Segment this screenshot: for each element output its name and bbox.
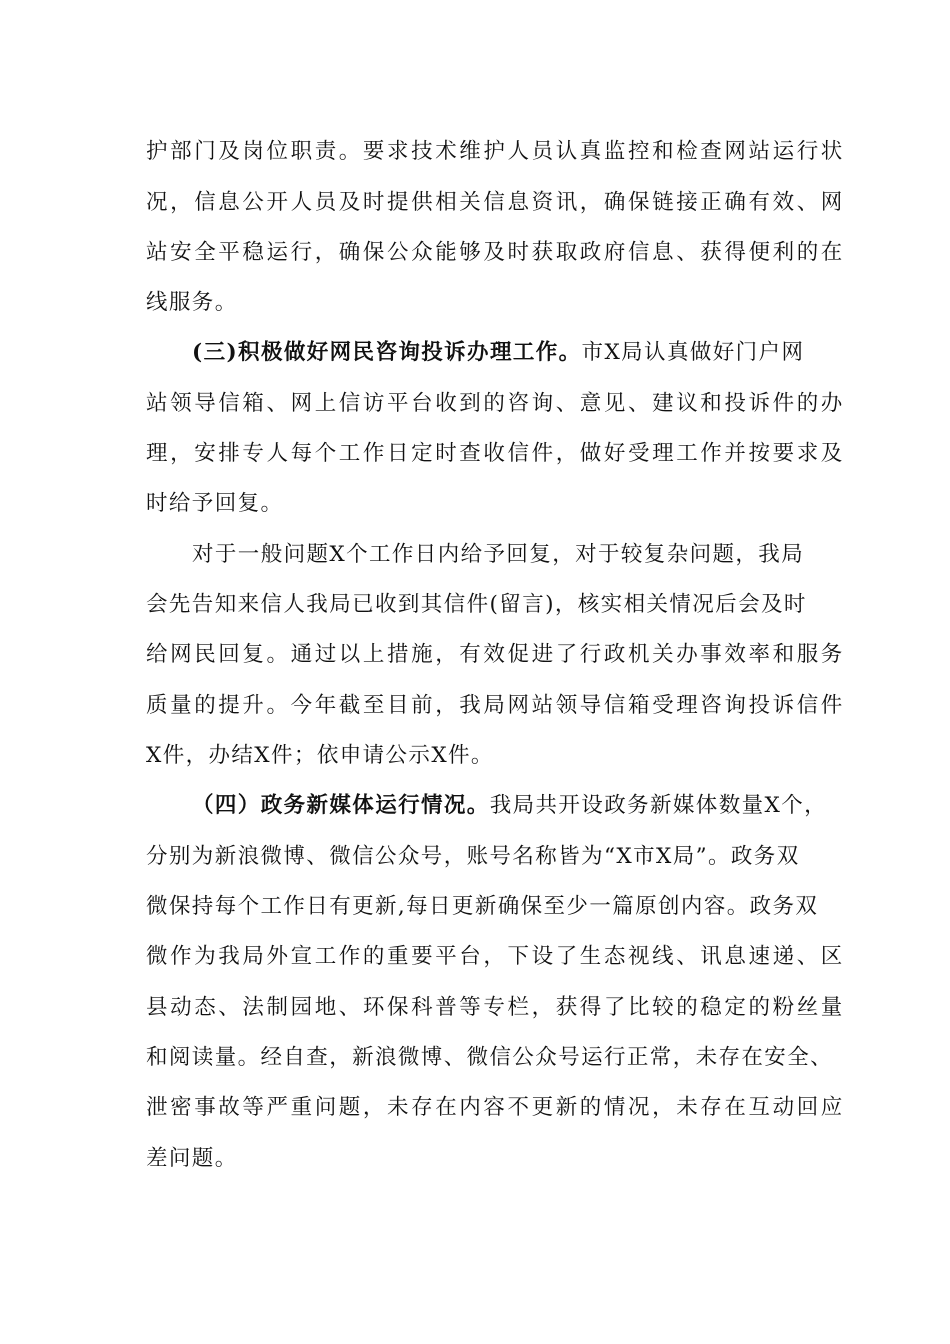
paragraph-line: 分别为新浪微博、微信公众号，账号名称皆为“X市X局”。政务双 xyxy=(146,844,800,869)
paragraph-line: 况，信息公开人员及时提供相关信息资讯，确保链接正确有效、网 xyxy=(146,190,845,215)
paragraph-line: 和阅读量。经自查，新浪微博、微信公众号运行正常，未存在安全、 xyxy=(146,1045,834,1070)
paragraph-line: 站领导信箱、网上信访平台收到的咨询、意见、建议和投诉件的办 xyxy=(146,391,845,416)
paragraph-line: 理，安排专人每个工作日定时查收信件，做好受理工作并按要求及 xyxy=(146,441,845,466)
paragraph-line: 护部门及岗位职责。要求技术维护人员认真监控和检查网站运行状 xyxy=(146,139,845,164)
section-three-first-line xyxy=(192,333,882,373)
paragraph-text: 市X局认真做好门户网 xyxy=(581,340,805,365)
paragraph-line: 时给予回复。 xyxy=(146,491,284,516)
paragraph-text: 我局共开设政务新媒体数量X个， xyxy=(489,793,828,818)
paragraph-line: 对于一般问题X个工作日内给予回复，对于较复杂问题，我局 xyxy=(192,542,805,567)
paragraph-line: 给网民回复。通过以上措施，有效促进了行政机关办事效率和服务 xyxy=(146,642,845,667)
paragraph-line: 站安全平稳运行，确保公众能够及时获取政府信息、获得便利的在 xyxy=(146,240,845,265)
paragraph-line: 县动态、法制园地、环保科普等专栏，获得了比较的稳定的粉丝量 xyxy=(146,995,845,1020)
paragraph-line: 泄密事故等严重问题，未存在内容不更新的情况，未存在互动回应 xyxy=(146,1095,845,1120)
paragraph-line: X件，办结X件；依申请公示X件。 xyxy=(146,743,494,768)
paragraph-line: 会先告知来信人我局已收到其信件(留言)，核实相关情况后会及时 xyxy=(146,592,807,617)
section-four-first-line xyxy=(192,786,882,826)
paragraph-line: 差问题。 xyxy=(146,1146,238,1171)
paragraph-line: 线服务。 xyxy=(146,290,238,315)
section-heading: （四）政务新媒体运行情况。 xyxy=(192,793,490,818)
paragraph-line: 微保持每个工作日有更新,每日更新确保至少一篇原创内容。政务双 xyxy=(146,894,819,919)
paragraph-line: 微作为我局外宣工作的重要平台，下设了生态视线、讯息速递、区 xyxy=(146,944,845,969)
section-heading: (三)积极做好网民咨询投诉办理工作。 xyxy=(192,340,582,365)
paragraph-line: 质量的提升。今年截至目前，我局网站领导信箱受理咨询投诉信件 xyxy=(146,693,845,718)
